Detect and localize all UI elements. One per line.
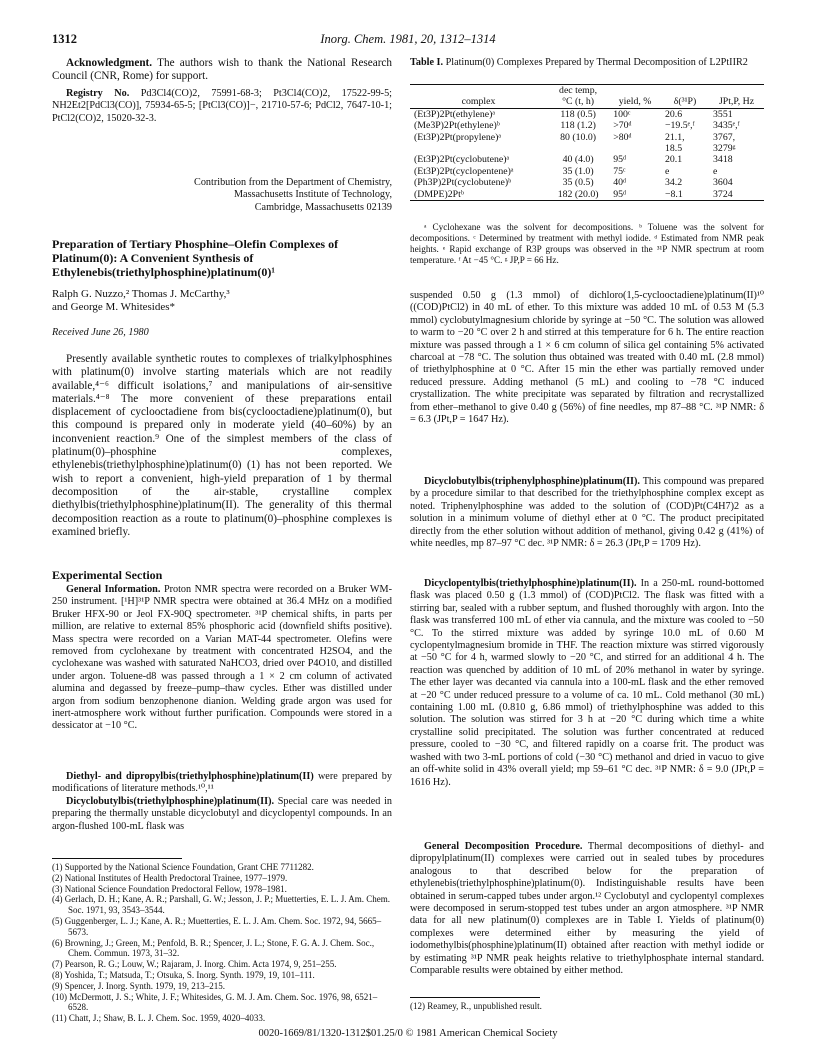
footnote: (6) Browning, J.; Green, M.; Penfold, B. R.; Spencer, J. L.; Stone, F. G. A. J. Chem. Soc., Chem. Commun. 1973, 31–32. (52, 937, 375, 959)
footnote: (2) National Institutes of Health Predoctoral Trainee, 1977–1979. (52, 872, 288, 883)
cell-temp: 80 (10.0) (560, 131, 597, 143)
received-date: Received June 26, 1980 (52, 327, 149, 338)
table-row (410, 132, 764, 143)
footnote: (1) Supported by the National Science Foundation, Grant CHE 7711282. (52, 862, 314, 872)
cell-complex: (Me3P)2Pt(ethylene)ᵇ (414, 120, 500, 132)
diethyl-preparation: Diethyl- and dipropylbis(triethylphosphine)platinum(II) were prepared by modifications of literature methods.¹⁰,¹¹ (52, 771, 392, 795)
cell-yield (609, 143, 661, 154)
cell-temp: 35 (0.5) (562, 177, 594, 189)
footnote: (12) Reamey, R., unpublished result. (410, 1001, 542, 1011)
cell-complex: (Et3P)2Pt(propylene)ᵃ (414, 131, 502, 143)
cell-temp: 40 (4.0) (562, 154, 594, 166)
col-complex: complex (461, 96, 496, 108)
cell-temp: 35 (1.0) (562, 165, 594, 177)
table-footnotes: ᵃ Cyclohexane was the solvent for decompositions. ᵇ Toluene was the solvent for decompositions. ᶜ Determined by treatment with methyl iodide. ᵈ Estimated from NMR peak heights. ᵉ Rapid exchange of R3P groups was observed in the ³¹P NMR spectrum at room temperature. ᶠ At −45 °C. ᵍ JP,P = 66 Hz. (410, 222, 764, 265)
cell-complex: (Et3P)2Pt(cyclobutene)ᵃ (414, 154, 510, 166)
section-heading: Experimental Section (52, 568, 163, 582)
cell-j: 3279ᵍ (713, 143, 736, 155)
cell-yield: 40ᵈ (613, 177, 627, 189)
table-1 (410, 84, 764, 201)
footnote: (10) McDermott, J. S.; White, J. F.; Whitesides, G. M. J. Am. Chem. Soc. 1976, 98, 6521–6528. (52, 991, 378, 1013)
cell-temp: 118 (1.2) (560, 120, 596, 132)
table-row (410, 108, 764, 120)
cell-j: 3724 (713, 188, 733, 200)
cell-j: 3767, (713, 131, 736, 143)
cell-complex (410, 143, 547, 154)
cell-shift: 18.5 (665, 143, 683, 155)
cell-shift: 20.6 (665, 108, 683, 120)
cell-shift: −19.5ᵉ,ᶠ (665, 120, 695, 132)
cell-shift: e (665, 165, 670, 177)
cell-j: 3551 (713, 108, 733, 120)
introduction: Presently available synthetic routes to complexes of trialkylphosphines with platinum(0) involve starting materials which are not readily available,⁴⁻⁶ difficult isolations,⁷ and manipulations of air-sensitive materials.⁴⁻⁸ The more convenient of these preparations entail displacement of cyclooctadiene from bis(cyclooctadiene)platinum(0), but this compound is prepared only in moderate yield (40–60%) by an inconvenient reaction.⁹ One of the simplest members of the class of platinum(0)–phosphine complexes, ethylenebis(triethylphosphine)platinum(0) (1) has not been reported. We wish to report a convenient, high-yield preparation of 1 by thermal decomposition of the air-stable, crystalline complex diethylbis(triethylphosphine)platinum(II). The generality of this thermal decomposition reaction as a route to platinum(0)–phosphine complexes is examined briefly. (52, 353, 392, 538)
cell-complex: (DMPE)2Ptᵇ (414, 188, 464, 200)
footnote: (3) National Science Foundation Predoctoral Fellow, 1978–1981. (52, 883, 287, 894)
cell-j: 3604 (713, 177, 733, 189)
cell-yield: 95ᵈ (613, 154, 627, 166)
cell-yield: 75ᶜ (613, 165, 626, 177)
page-footer: 0020-1669/81/1320-1312$01.25/0 © 1981 American Chemical Society (258, 1028, 558, 1039)
cell-shift: −8.1 (665, 188, 683, 200)
cell-yield: 100ᶜ (613, 108, 631, 120)
cell-j: 3418 (713, 154, 733, 166)
cell-shift: 34.2 (665, 177, 683, 189)
cell-complex: (Et3P)2Pt(cyclopentene)ᵃ (414, 165, 514, 177)
col-yield: yield, % (618, 96, 652, 108)
page-number: 1312 (52, 32, 77, 46)
col-j: JPt,P, Hz (718, 96, 755, 108)
footnote: (9) Spencer, J. Inorg. Synth. 1979, 19, 213–215. (52, 980, 225, 991)
dicyclobutyl-continued: suspended 0.50 g (1.3 mmol) of dichloro(1,5-cyclooctadiene)platinum(II)¹⁰ ((COD)PtCl2) in 40 mL of ether. To this mixture was added 10 mL of 0.53 M (5.3 mmol) cyclobutylmagnesium chloride by syringe at −50 °C. The solution was allowed to warm to −20 °C over 2 h and stirred at this temperature for 6 h. The entire reaction mixture was passed through a 1 × 6 cm column of silica gel containing 5% activated charcoal at −78 °C. The solution thus obtained was treated with 0.40 mL (2.8 mmol) of triethylphosphine at 0 °C. After 15 min the ether was partially removed under reduced pressure. Adding methanol (5 mL) and cooling to −78 °C induced crystallization. The white precipitate was separated by filtration and recrystallized from ether–methanol to give 0.40 g (56%) of fine needles, mp 87–88 °C. ³¹P NMR: δ = 6.3 (JPt,P = 1647 Hz). (410, 290, 764, 426)
cell-temp (547, 143, 609, 154)
table-caption: Table I. Platinum(0) Complexes Prepared by Thermal Decomposition of L2PtIIR2 (410, 57, 748, 68)
cell-yield: 95ᵈ (613, 188, 627, 200)
footnote-rule-right (410, 997, 540, 998)
footnote: (11) Chatt, J.; Shaw, B. L. J. Chem. Soc. 1959, 4020–4033. (52, 1013, 266, 1024)
table-row (410, 189, 764, 200)
general-information: General Information. Proton NMR spectra were recorded on a Bruker WM-250 instrument. [¹H]³¹P NMR spectra were obtained at 36.4 MHz on a modified Bruker HFX-90 or Jeol FX-90Q spectrometer. ³¹P chemical shifts, in parts per million, are relative to external 85% phosphoric acid (downfield shifts positive). Mass spectra were recorded on a Varian MAT-44 spectrometer. Olefins were removed from cyclohexane by treatment with concentrated H2SO4, and the cyclohexane was washed with saturated NaHCO3, dried over P4O10, and distilled under argon. Toluene-d8 was passed through a 1 × 2 cm column of activated alumina and degassed by freeze–pump–thaw cycles. Ether was distilled under argon from sodium benzophenone dianion. Welding grade argon was used for inert-atmosphere work without further purification. Compounds were stored in a dessicator at −10 °C. (52, 584, 392, 732)
general-decomposition: General Decomposition Procedure. Thermal decompositions of diethyl- and dipropylplatinum(II) complexes were carried out in sealed tubes by procedures analogous to that described below for the preparation of ethylenebis(triethylphosphine)platinum(0). Indistinguishable results have been obtained in serum-capped tubes under argon.¹² Cyclobutyl and cyclopentyl complexes were decomposed in serum-stopped test tubes under an argon atmosphere. ³¹P NMR data for all new platinum(0) complexes are in Table I. Yields of platinum(0) complexes were determined either by measuring the yield of iodomethylbis(phosphine)platinum(II) obtained after reaction with methyl iodide or by estimating ³¹P NMR peak heights relative to triethylphosphate internal standard. Comparable results were obtained by either method. (410, 841, 764, 977)
dicyclobutyl-preparation: Dicyclobutylbis(triethylphosphine)platinum(II). Special care was needed in preparing the thermally unstable dicyclobutyl and dicyclopentyl compounds. In an argon-flushed 100-mL flask was (52, 796, 393, 832)
triphenylphosphine-preparation: Dicyclobutylbis(triphenylphosphine)platinum(II). This compound was prepared by a procedure similar to that described for the triethylphosphine complex except as noted. Triphenylphosphine was added to the solution of (COD)Pt(C4H7)2 as a solution in a minimum volume of diethyl ether at 0 °C. The product precipitated directly from the ether solution without addition of methanol, giving 0.42 g (41%) of white needles, mp 87–97 °C dec. ³¹P NMR: δ = 26.3 (JPt,P = 1709 Hz). (410, 476, 764, 550)
footnotes-right (410, 1001, 764, 1012)
authors: Ralph G. Nuzzo,² Thomas J. McCarthy,³ and George M. Whitesides* (52, 288, 230, 314)
table-row (410, 166, 764, 177)
cell-yield: >80ᵈ (613, 131, 632, 143)
table-header-row (410, 85, 764, 108)
cell-j: e (713, 165, 718, 177)
cell-j: 3435ᵉ,ᶠ (713, 120, 740, 132)
cell-shift: 21.1, (665, 131, 685, 143)
footnote: (4) Gerlach, D. H.; Kane, A. R.; Parshall, G. W.; Jesson, J. P.; Muetterties, E. L. J. Am. Chem. Soc. 1971, 93, 3543–3544. (52, 894, 390, 916)
table-row (410, 143, 764, 154)
footnote: (5) Guggenberger, L. J.; Kane, A. R.; Muetterties, E. L. J. Am. Chem. Soc. 1972, 94, 5665–5673. (52, 915, 382, 937)
col-temp: dec temp, °C (t, h) (559, 85, 598, 108)
registry-numbers: Registry No. Pd3Cl4(CO)2, 75991-68-3; Pt3Cl4(CO)2, 17522-99-5; NH2Et2[PdCl3(CO)], 75934-65-5; [PtCl3(CO)]−, 21710-57-6; PdCl2, 7647-10-1; PtCl2(CO)2, 15020-32-3. (52, 88, 392, 124)
table-row (410, 120, 764, 131)
cell-temp: 182 (20.0) (557, 188, 599, 200)
table-row (410, 154, 764, 165)
footnote-rule (52, 858, 182, 859)
table-row (410, 177, 764, 188)
footnote: (8) Yoshida, T.; Matsuda, T.; Otsuka, S. Inorg. Synth. 1979, 19, 101–111. (52, 969, 315, 980)
cell-shift: 20.1 (665, 154, 683, 166)
affiliation: Contribution from the Department of Chemistry, Massachusetts Institute of Technology, Cambridge, Massachusetts 02139 (194, 177, 392, 213)
acknowledgment: Acknowledgment. The authors wish to thank the National Research Council (CNR, Rome) for support. (52, 57, 392, 83)
dicyclopentyl-preparation: Dicyclopentylbis(triethylphosphine)platinum(II). In a 250-mL round-bottomed flask was placed 0.50 g (1.3 mmol) of (COD)PtCl2. The flask was fitted with a stirring bar, sealed with a rubber septum, and flushed thoroughly with argon. Into the flask was transferred 100 mL of ether via cannula, and the mixture was cooled to −50 °C. To the stirred mixture was added by syringe 10.0 mL of 0.60 M cyclopentylmagnesium bromide in THF. The reaction mixture was stirred vigorously at −50 °C for 4 h, warmed slowly to −20 °C, and stirred for an additional 4 h. The reaction was quenched by addition of 10 mL of 20% methanol in water by syringe. The ether layer was decanted via cannula into a 100-mL flask and the ether removed at −20 °C under reduced pressure to a volume of ca. 10 mL. Cold methanol (30 mL) containing 1.00 mL (0.810 g, 6.86 mmol) of triethylphosphine was added to this solution. The solution was stirred for 3 h at −20 °C during which time a white crystalline solid precipitated. The solution was further concentrated at reduced pressure, cooled to −30 °C, and filtered rapidly on a coarse frit. The product was washed with two 3-mL portions of cold (−30 °C) methanol and dried in vacuo to give an off-white solid in 43% overall yield; mp 59–61 °C dec. ³¹P NMR: δ = 9.0 (JPt,P = 1616 Hz). (410, 578, 765, 788)
journal-citation: Inorg. Chem. 1981, 20, 1312–1314 (320, 32, 496, 46)
cell-yield: >70ᵈ (613, 120, 632, 132)
cell-complex: (Et3P)2Pt(ethylene)ᵃ (414, 108, 496, 120)
footnotes-left (52, 862, 392, 1024)
footnote: (7) Pearson, R. G.; Louw, W.; Rajaram, J. Inorg. Chim. Acta 1974, 9, 251–255. (52, 959, 337, 970)
cell-complex: (Ph3P)2Pt(cyclobutene)ᵇ (414, 177, 512, 189)
col-shift: δ(³¹P) (673, 96, 697, 108)
running-header (52, 32, 764, 50)
article-title: Preparation of Tertiary Phosphine–Olefin Complexes of Platinum(0): A Convenient Synthesis of Ethylenebis(triethylphosphine)platinum(0)¹ (52, 237, 339, 280)
cell-temp: 118 (0.5) (560, 108, 596, 120)
